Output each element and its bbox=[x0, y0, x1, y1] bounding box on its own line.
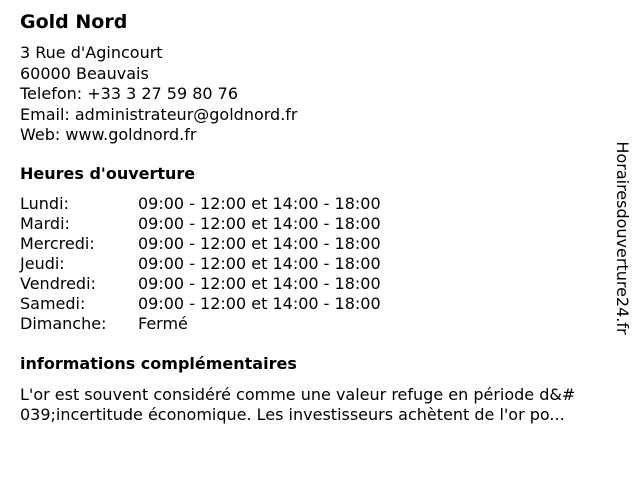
time-range: 09:00 - 12:00 et 14:00 - 18:00 bbox=[138, 234, 381, 253]
time-range: 09:00 - 12:00 et 14:00 - 18:00 bbox=[138, 214, 381, 233]
time-range: 09:00 - 12:00 et 14:00 - 18:00 bbox=[138, 194, 381, 213]
additional-info-heading: informations complémentaires bbox=[20, 354, 297, 373]
site-watermark: Horairesdouverture24.fr bbox=[613, 141, 632, 335]
business-name: Gold Nord bbox=[20, 11, 128, 33]
additional-info-text bbox=[20, 385, 620, 425]
day-label: Mercredi: bbox=[20, 234, 95, 253]
day-label: Jeudi: bbox=[20, 254, 65, 273]
day-label: Dimanche: bbox=[20, 314, 107, 333]
time-range: 09:00 - 12:00 et 14:00 - 18:00 bbox=[138, 294, 381, 313]
time-range: Fermé bbox=[138, 314, 188, 333]
time-range: 09:00 - 12:00 et 14:00 - 18:00 bbox=[138, 254, 381, 273]
contact-block bbox=[20, 43, 298, 146]
day-label: Mardi: bbox=[20, 214, 70, 233]
phone-number: Telefon: +33 3 27 59 80 76 bbox=[20, 84, 239, 103]
time-range: 09:00 - 12:00 et 14:00 - 18:00 bbox=[138, 274, 381, 293]
description-line: 039;incertitude économique. Les investisseurs achètent de l'or po... bbox=[20, 405, 565, 424]
day-label: Lundi: bbox=[20, 194, 69, 213]
description-line: L'or est souvent considéré comme une valeur refuge en période d&# bbox=[20, 385, 576, 404]
address-city: 60000 Beauvais bbox=[20, 63, 149, 83]
day-label: Samedi: bbox=[20, 294, 86, 313]
opening-hours-heading: Heures d'ouverture bbox=[20, 164, 196, 183]
day-label: Vendredi: bbox=[20, 274, 96, 293]
email-address: Email: administrateur@goldnord.fr bbox=[20, 104, 298, 124]
website: Web: www.goldnord.fr bbox=[20, 125, 197, 144]
address-street: 3 Rue d'Agincourt bbox=[20, 43, 163, 62]
